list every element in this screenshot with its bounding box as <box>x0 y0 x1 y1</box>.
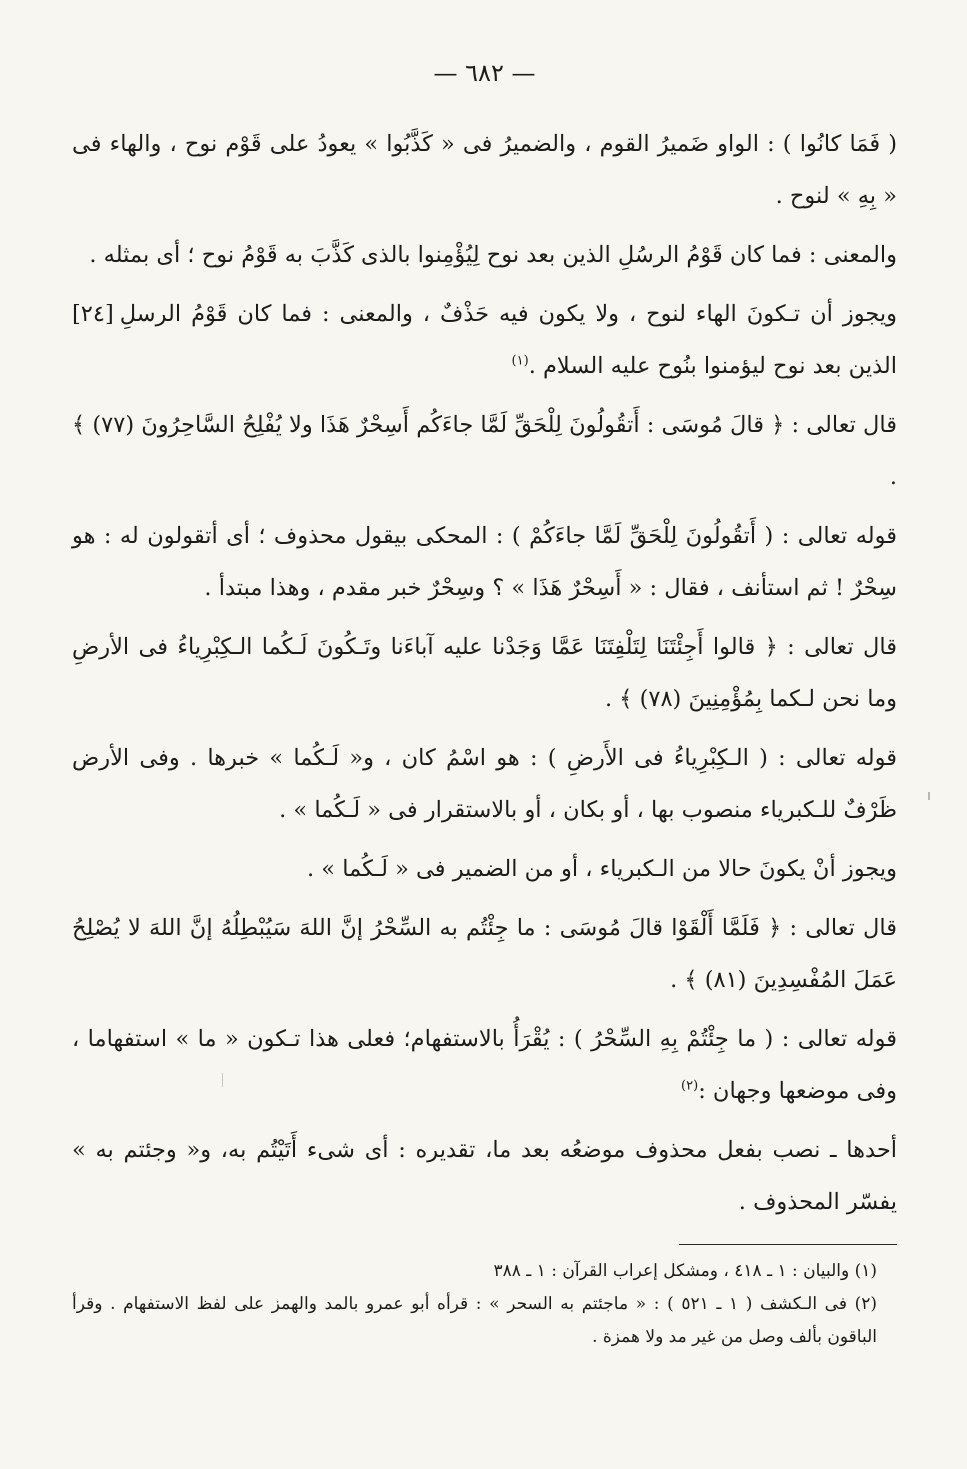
verse-77: قال تعالى : ﴿ قالَ مُوسَى : أَتقُولُونَ لِلْحَقِّ لَمَّا جاءَكُم أَسِحْرٌ هَذَا ولا يُفْلِحُ السَّاحِرُونَ (٧٧) ﴾ . <box>72 412 897 490</box>
paragraph-10-text: قوله تعالى : ( ما جِئْتُمْ بِهِ السِّحْرُ ) : يُقْرَأُ بالاستفهام؛ فعلى هذا تـكون « ما » استفهاما ، وفى موضعها وجهان : <box>72 1026 897 1104</box>
scan-speck <box>928 792 930 800</box>
footnote-ref-2: (٢) <box>681 1078 699 1094</box>
main-text <box>72 118 897 1228</box>
verse-78: قال تعالى : ﴿ قالوا أَجِئْتَنَا لِتَلْفِتَنَا عَمَّا وَجَدْنا عليه آباءَنا وتَـكُونَ لَـكُما الـكِبْرِياءُ فى الأرضِ وما نحن لـكما بِمُؤْمِنِينَ (٧٨) ﴾ . <box>72 634 897 712</box>
page-number: — ٦٨٢ — <box>433 59 536 87</box>
footnote-2: (٢) فى الـكشف ( ١ ـ ٥٢١ ) : « ماجئتم به السحر » : قرأه أبو عمرو بالمد والهمز على لفظ الاستفهام . وقرأ الباقون بألف وصل من غير مد ولا همزة . <box>72 1294 877 1347</box>
paragraph-1: ( فَمَا كانُوا ) : الواو ضَميرُ القوم ، والضميرُ فى « كَذَّبُوا » يعودُ على قَوْم نوح ، والهاء فى « بِهِ » لنوح . <box>72 131 897 209</box>
footnote-ref-1: (١) <box>511 353 529 369</box>
paragraph-2: والمعنى : فما كان قَوْمُ الرسُلِ الذين بعد نوح لِيُؤْمِنوا بالذى كَذَّبَ به قَوْمُ نوح ؛ أى بمثله . <box>89 242 897 268</box>
paragraph-8: ويجوز أنْ يكونَ حالا من الـكبرياء ، أو من الضمير فى « لَـكُما » . <box>307 856 897 882</box>
paragraph-5: قوله تعالى : ( أَتقُولُونَ لِلْحَقِّ لَمَّا جاءَكُمْ ) : المحكى بيقول محذوف ؛ أى أتقولون له : هو سِحْرٌ ! ثم استأنف ، فقال : « أَسِحْرٌ هَذَا » ؟ وسِحْرٌ خبر مقدم ، وهذا مبتدأ . <box>72 523 897 601</box>
paragraph-11: أحدها ـ نصب بفعل محذوف موضعُه بعد ما، تقديره : أى شىء أَتَيْتُم به، و« وجئتم به » يفسّر المحذوف . <box>72 1137 897 1215</box>
paragraph-3-text: ويجوز أن تـكونَ الهاء لنوح ، ولا يكون فيه حَذْفٌ ، والمعنى : فما كان قَوْمُ الرسلِ الذين بعد نوح ليؤمنوا بنُوح علیه السلام . <box>119 301 897 379</box>
footnotes <box>72 1255 897 1354</box>
footnote-1: (١) والبيان : ١ ـ ٤١٨ ، ومشكل إعراب القرآن : ١ ـ ٣٨٨ <box>493 1261 877 1281</box>
paragraph-7: قوله تعالى : ( الـكِبْرِياءُ فى الأَرضِ ) : هو اسْمُ كان ، و« لَـكُما » خبرها . وفى الأرض ظَرْفٌ للـكبرياء منصوب بها ، أو بكان ، أو بالاستقرار فى « لَـكُما » . <box>72 745 897 823</box>
footnote-divider <box>679 1244 897 1245</box>
margin-section-number: [٢٤] <box>72 301 114 327</box>
verse-81: قال تعالى : ﴿ فَلَمَّا أَلْقَوْا قالَ مُوسَى : ما جِئْتُم به السِّحْرُ إنَّ اللهَ سَيُبْطِلُهُ إنَّ اللهَ لا يُصْلِحُ عَمَلَ المُفْسِدِينَ (٨١) ﴾ . <box>72 915 897 993</box>
paragraph-10 <box>72 1013 897 1117</box>
paragraph-3 <box>72 288 897 392</box>
scan-speck-2 <box>222 1073 223 1087</box>
